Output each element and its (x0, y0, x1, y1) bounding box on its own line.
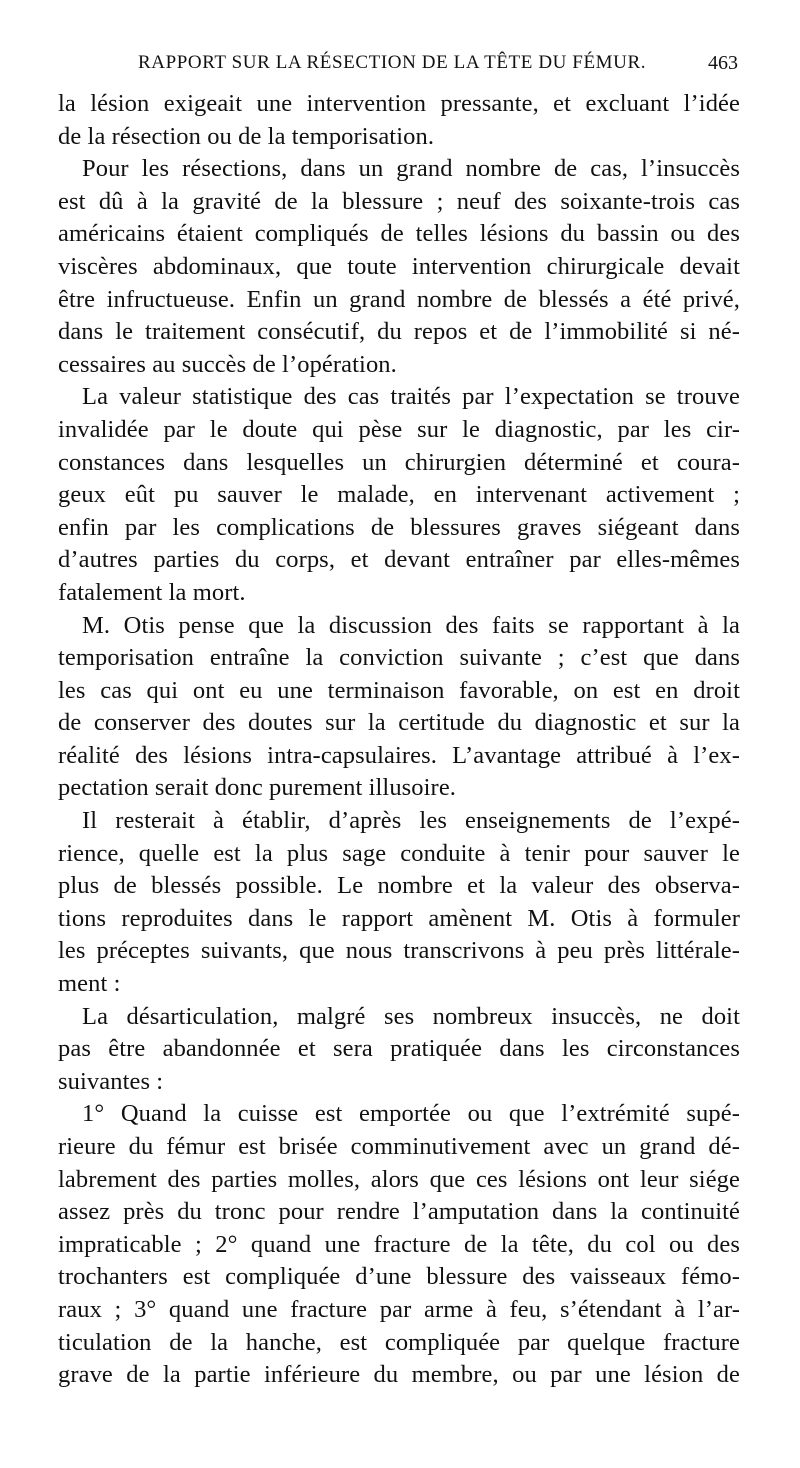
text-line: Il resterait à établir, d’après les enseignements de l’expé- (82, 807, 740, 835)
text-line: geux eût pu sauver le malade, en intervenant activement ; (58, 481, 740, 509)
text-line: pas être abandonnée et sera pratiquée dans les circonstances (58, 1035, 740, 1063)
text-line: raux ; 3° quand une fracture par arme à feu, s’étendant à l’ar- (58, 1295, 740, 1323)
text-line: fatalement la mort. (58, 578, 246, 606)
text-line: 1° Quand la cuisse est emportée ou que l’extrémité supé- (82, 1100, 740, 1128)
text-line: dans le traitement consécutif, du repos et de l’immobilité si né- (58, 318, 740, 346)
text-line: invalidée par le doute qui pèse sur le diagnostic, par les cir- (58, 415, 740, 443)
text-line: labrement des parties molles, alors que ces lésions ont leur siége (58, 1165, 740, 1193)
text-line: viscères abdominaux, que toute intervention chirurgicale devait (58, 252, 740, 280)
text-line: ticulation de la hanche, est compliquée par quelque fracture (58, 1328, 740, 1356)
text-line: temporisation entraîne la conviction suivante ; c’est que dans (58, 644, 740, 672)
body-text (58, 88, 740, 1392)
running-title: RAPPORT SUR LA RÉSECTION DE LA TÊTE DU FÉMUR. (138, 52, 647, 73)
text-line: suivantes : (58, 1067, 164, 1095)
text-line: enfin par les complications de blessures graves siégeant dans (58, 513, 740, 541)
text-line: américains étaient compliqués de telles lésions du bassin ou des (58, 220, 740, 248)
text-line: La valeur statistique des cas traités par l’expectation se trouve (82, 383, 740, 411)
text-line: les préceptes suivants, que nous transcrivons à peu près littérale- (58, 937, 740, 965)
text-line: de la résection ou de la temporisation. (58, 122, 435, 150)
text-line: M. Otis pense que la discussion des faits se rapportant à la (82, 611, 740, 639)
text-line: plus de blessés possible. Le nombre et la valeur des observa- (58, 872, 740, 900)
text-line: tions reproduites dans le rapport amènent M. Otis à formuler (58, 904, 740, 932)
text-line: impraticable ; 2° quand une fracture de la tête, du col ou des (58, 1230, 740, 1258)
running-header (58, 52, 738, 82)
text-line: pectation serait donc purement illusoire. (58, 774, 457, 802)
text-line: rieure du fémur est brisée comminutivement avec un grand dé- (58, 1133, 740, 1160)
text-line: La désarticulation, malgré ses nombreux insuccès, ne doit (82, 1002, 740, 1030)
text-line: ment : (58, 970, 121, 998)
text-line: constances dans lesquelles un chirurgien déterminé et coura- (58, 448, 740, 476)
text-line: la lésion exigeait une intervention pressante, et excluant l’idée (58, 90, 740, 117)
text-line: de conserver des doutes sur la certitude du diagnostic et sur la (58, 709, 740, 737)
text-line: grave de la partie inférieure du membre, ou par une lésion de (58, 1361, 740, 1389)
text-line: être infructueuse. Enfin un grand nombre de blessés a été privé, (58, 285, 740, 313)
text-line: les cas qui ont eu une terminaison favorable, on est en droit (58, 676, 740, 704)
text-line: est dû à la gravité de la blessure ; neuf des soixante-trois cas (58, 187, 740, 215)
text-line: réalité des lésions intra-capsulaires. L’avantage attribué à l’ex- (58, 741, 740, 769)
text-line: trochanters est compliquée d’une blessure des vaisseaux fémo- (58, 1263, 740, 1291)
text-line: rience, quelle est la plus sage conduite à tenir pour sauver le (58, 839, 740, 867)
text-line: assez près du tronc pour rendre l’amputation dans la continuité (58, 1198, 740, 1226)
text-line: Pour les résections, dans un grand nombre de cas, l’insuccès (82, 155, 740, 183)
page-number: 463 (708, 52, 738, 74)
text-line: d’autres parties du corps, et devant entraîner par elles-mêmes (58, 546, 740, 574)
text-line: cessaires au succès de l’opération. (58, 350, 397, 378)
